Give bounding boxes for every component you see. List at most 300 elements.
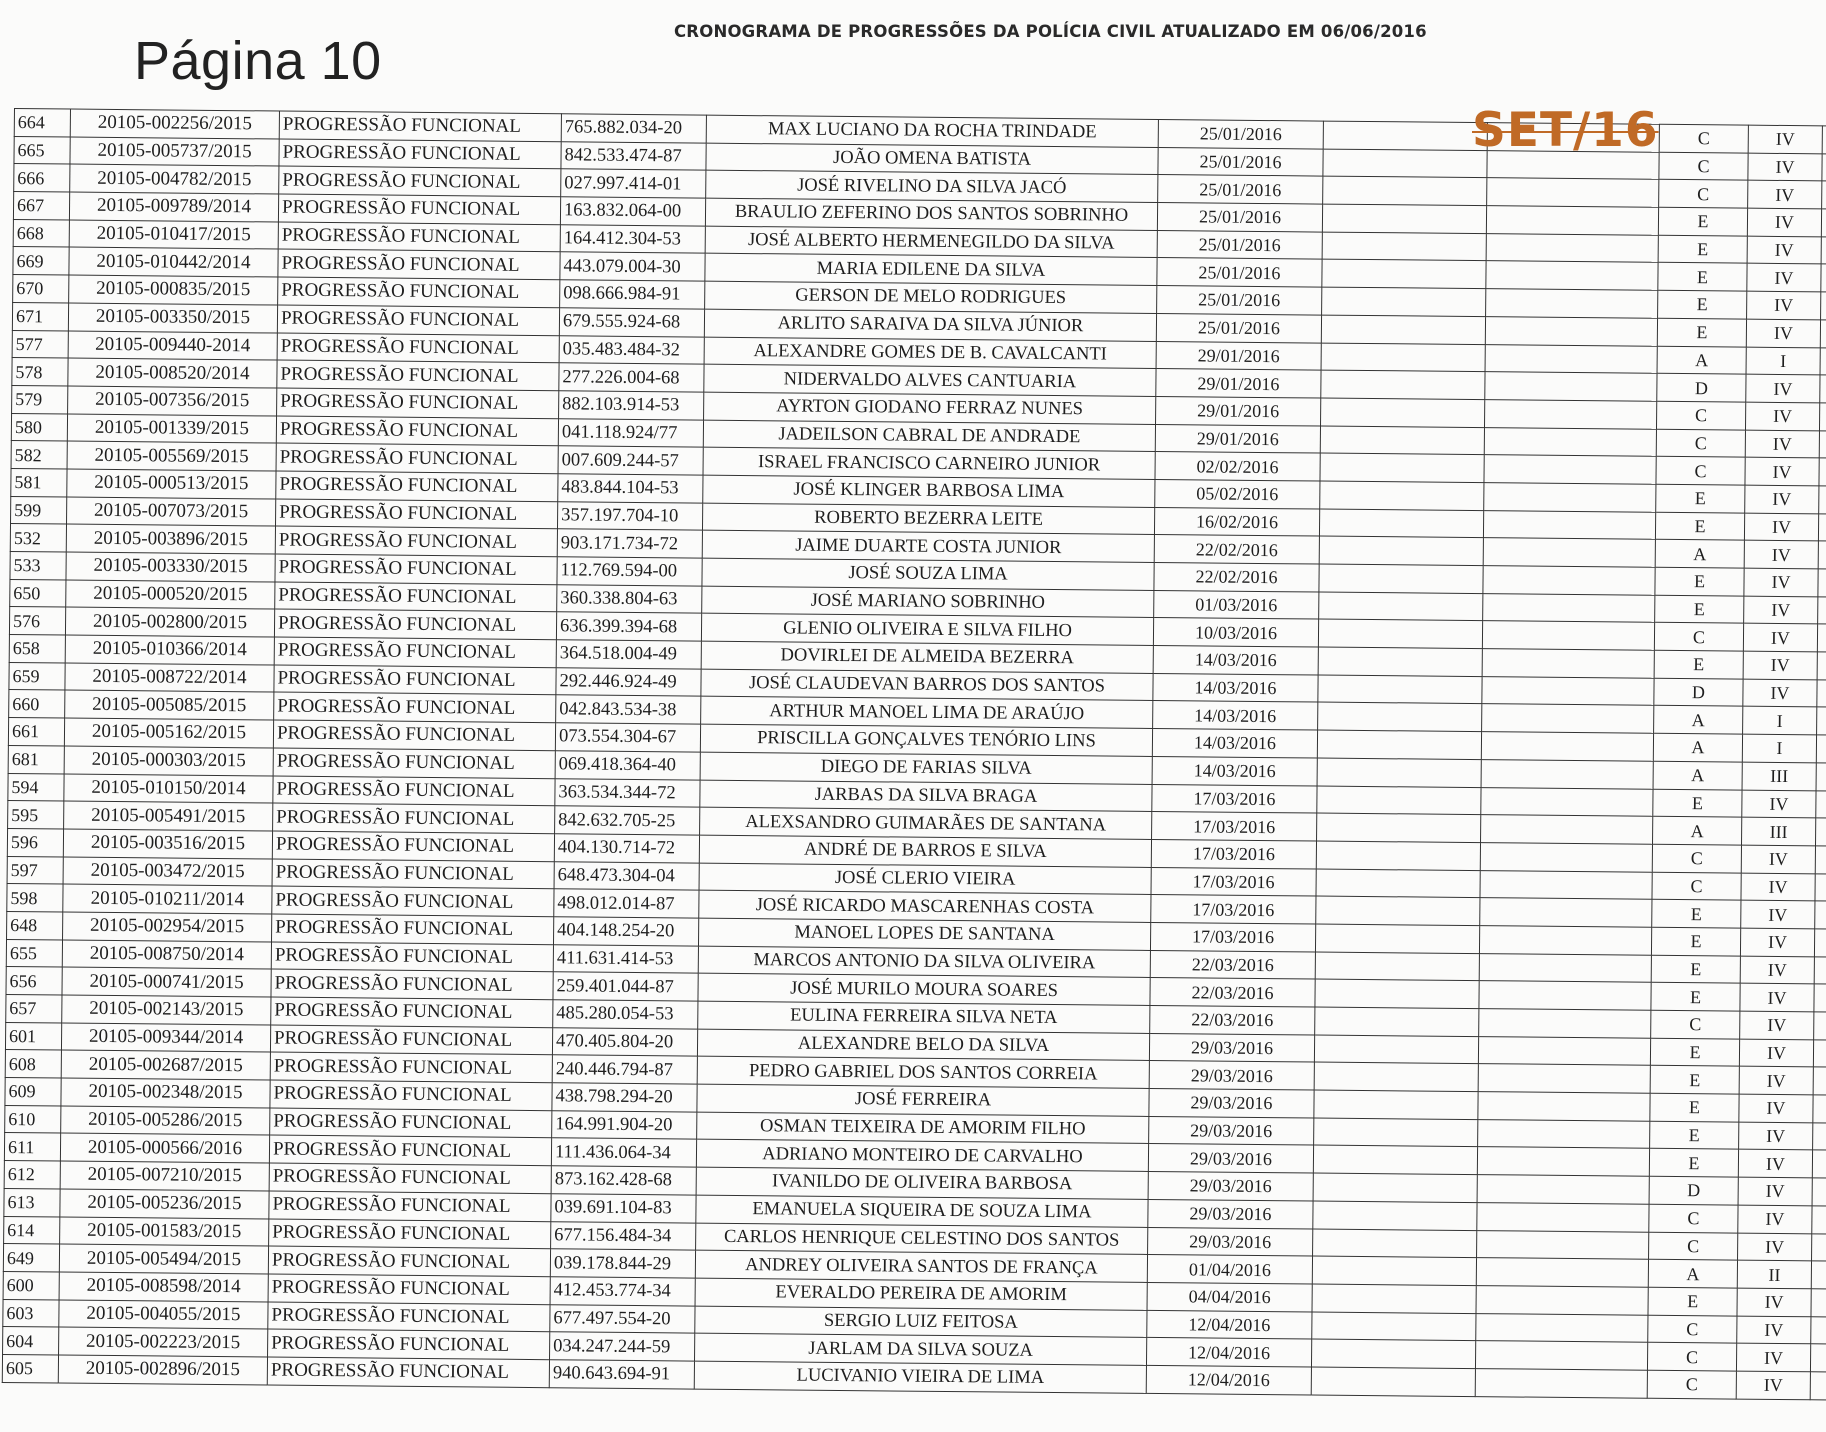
cpf-number: 842.632.705-25 (555, 806, 700, 835)
process-number: 20105-008722/2014 (65, 663, 274, 693)
blank-cell (1818, 541, 1826, 569)
blank-cell (1319, 592, 1483, 621)
cpf-number: 873.162.428-68 (551, 1166, 696, 1195)
class-letter: C (1652, 872, 1741, 901)
blank-cell (1312, 1284, 1476, 1313)
process-number: 20105-002687/2015 (61, 1050, 270, 1080)
blank-cell (1482, 649, 1654, 678)
blank-cell (1319, 564, 1483, 593)
process-number: 20105-009344/2014 (61, 1023, 270, 1053)
progression-type: PROGRESSÃO FUNCIONAL (278, 249, 560, 279)
blank-cell (1817, 652, 1826, 680)
class-letter: C (1659, 180, 1748, 209)
cpf-number: 404.130.714-72 (554, 834, 699, 863)
progression-date: 14/03/2016 (1153, 646, 1318, 675)
process-number: 20105-008598/2014 (59, 1272, 268, 1302)
class-letter: E (1650, 1093, 1739, 1122)
process-number: 20105-002800/2015 (65, 607, 274, 637)
process-number: 20105-000835/2015 (69, 275, 278, 305)
row-number: 671 (12, 302, 68, 330)
blank-cell (1313, 1229, 1477, 1258)
progression-date: 17/03/2016 (1151, 895, 1316, 924)
progression-type: PROGRESSÃO FUNCIONAL (269, 1135, 551, 1165)
blank-cell (1322, 287, 1486, 316)
row-number: 601 (5, 1022, 61, 1050)
progression-date: 04/04/2016 (1147, 1282, 1312, 1311)
table-body (2, 109, 1826, 1400)
person-name: MANOEL LOPES DE SANTANA (698, 918, 1150, 950)
progression-date: 02/02/2016 (1155, 452, 1320, 481)
person-name: MARIA EDILENE DA SILVA (705, 254, 1157, 286)
blank-cell (1315, 979, 1479, 1008)
person-name: JOSÉ RIVELINO DA SILVA JACÓ (706, 171, 1158, 203)
person-name: LUCIVANIO VIEIRA DE LIMA (694, 1361, 1146, 1393)
level-roman: IV (1737, 1316, 1811, 1344)
process-number: 20105-002896/2015 (58, 1355, 267, 1385)
blank-cell (1319, 536, 1483, 565)
level-roman: IV (1738, 1233, 1812, 1261)
cpf-number: 903.171.734-72 (557, 529, 702, 558)
row-number: 577 (12, 330, 68, 358)
blank-cell (1815, 846, 1826, 874)
progression-type: PROGRESSÃO FUNCIONAL (276, 443, 558, 473)
progression-date: 29/01/2016 (1156, 396, 1321, 425)
blank-cell (1315, 952, 1479, 981)
blank-cell (1479, 926, 1651, 955)
blank-cell (1481, 787, 1653, 816)
cpf-number: 438.798.294-20 (552, 1083, 697, 1112)
person-name: EVERALDO PEREIRA DE AMORIM (695, 1278, 1147, 1310)
progression-date: 25/01/2016 (1158, 175, 1323, 204)
class-letter: D (1654, 678, 1743, 707)
process-number: 20105-005569/2015 (67, 441, 276, 471)
class-letter: A (1657, 346, 1746, 375)
person-name: JOSÉ SOUZA LIMA (702, 558, 1154, 590)
level-roman: IV (1738, 1150, 1812, 1178)
blank-cell (1483, 566, 1655, 595)
row-number: 659 (9, 662, 65, 690)
cpf-number: 069.418.364-40 (555, 751, 700, 780)
progression-type: PROGRESSÃO FUNCIONAL (271, 997, 553, 1027)
process-number: 20105-008750/2014 (62, 940, 271, 970)
blank-cell (1316, 841, 1480, 870)
progression-type: PROGRESSÃO FUNCIONAL (275, 526, 557, 556)
progression-date: 29/01/2016 (1156, 341, 1321, 370)
person-name: ARTHUR MANOEL LIMA DE ARAÚJO (701, 697, 1153, 729)
row-number: 579 (12, 385, 68, 413)
blank-cell (1814, 984, 1826, 1012)
blank-cell (1815, 901, 1826, 929)
blank-cell (1476, 1285, 1648, 1314)
class-letter: C (1651, 1010, 1740, 1039)
class-letter: C (1654, 623, 1743, 652)
class-letter: E (1651, 927, 1740, 956)
level-roman: IV (1739, 1066, 1813, 1094)
row-number: 655 (6, 939, 62, 967)
person-name: MARCOS ANTONIO DA SILVA OLIVEIRA (698, 946, 1150, 978)
level-roman: IV (1745, 402, 1819, 430)
process-number: 20105-000303/2015 (64, 746, 273, 776)
class-letter: A (1653, 761, 1742, 790)
progression-date: 29/01/2016 (1156, 369, 1321, 398)
progression-date: 29/01/2016 (1155, 424, 1320, 453)
class-letter: E (1655, 567, 1744, 596)
blank-cell (1482, 704, 1654, 733)
blank-cell (1317, 758, 1481, 787)
level-roman: III (1742, 817, 1816, 845)
blank-cell (1820, 320, 1826, 348)
cpf-number: 411.631.414-53 (553, 944, 698, 973)
process-number: 20105-009440-2014 (68, 331, 277, 361)
blank-cell (1480, 870, 1652, 899)
row-number: 612 (4, 1161, 60, 1189)
level-roman: IV (1744, 513, 1818, 541)
blank-cell (1813, 1095, 1826, 1123)
process-number: 20105-003516/2015 (63, 829, 272, 859)
cpf-number: 039.178.844-29 (550, 1249, 695, 1278)
blank-cell (1479, 981, 1651, 1010)
blank-cell (1317, 786, 1481, 815)
cpf-number: 163.832.064-00 (560, 197, 705, 226)
class-letter: C (1647, 1370, 1736, 1399)
level-roman: III (1742, 762, 1816, 790)
cpf-number: 292.446.924-49 (556, 667, 701, 696)
row-number: 669 (13, 247, 69, 275)
row-number: 597 (7, 856, 63, 884)
progression-type: PROGRESSÃO FUNCIONAL (272, 914, 554, 944)
blank-cell (1312, 1256, 1476, 1285)
blank-cell (1320, 426, 1484, 455)
blank-cell (1312, 1312, 1476, 1341)
class-letter: C (1659, 124, 1748, 153)
row-number: 604 (3, 1327, 59, 1355)
person-name: JARBAS DA SILVA BRAGA (700, 780, 1152, 812)
blank-cell (1486, 206, 1658, 235)
blank-cell (1476, 1258, 1648, 1287)
person-name: JAIME DUARTE COSTA JUNIOR (702, 530, 1154, 562)
blank-cell (1813, 1123, 1826, 1151)
process-number: 20105-002256/2015 (70, 109, 279, 139)
process-number: 20105-005286/2015 (61, 1106, 270, 1136)
blank-cell (1817, 680, 1826, 708)
progression-date: 17/03/2016 (1151, 839, 1316, 868)
process-number: 20105-002143/2015 (62, 995, 271, 1025)
row-number: 657 (6, 994, 62, 1022)
progression-date: 22/03/2016 (1150, 978, 1315, 1007)
row-number: 609 (5, 1078, 61, 1106)
progression-date: 25/01/2016 (1157, 258, 1322, 287)
blank-cell (1822, 181, 1826, 209)
blank-cell (1318, 647, 1482, 676)
progression-type: PROGRESSÃO FUNCIONAL (278, 194, 560, 224)
blank-cell (1818, 513, 1826, 541)
blank-cell (1814, 1012, 1826, 1040)
level-roman: IV (1748, 181, 1822, 209)
process-number: 20105-010211/2014 (63, 884, 272, 914)
class-letter: E (1650, 1066, 1739, 1095)
blank-cell (1815, 873, 1826, 901)
blank-cell (1816, 763, 1826, 791)
class-letter: A (1653, 733, 1742, 762)
blank-cell (1822, 126, 1826, 154)
class-letter: D (1649, 1176, 1738, 1205)
process-number: 20105-009789/2014 (69, 192, 278, 222)
progression-date: 17/03/2016 (1152, 784, 1317, 813)
cpf-number: 364.518.004-49 (556, 640, 701, 669)
level-roman: IV (1736, 1371, 1810, 1399)
blank-cell (1481, 759, 1653, 788)
progression-type: PROGRESSÃO FUNCIONAL (269, 1191, 551, 1221)
class-letter: A (1648, 1259, 1737, 1288)
progression-date: 12/04/2016 (1146, 1365, 1311, 1394)
class-letter: E (1653, 789, 1742, 818)
class-letter: C (1649, 1204, 1738, 1233)
row-number: 668 (13, 219, 69, 247)
cpf-number: 360.338.804-63 (557, 584, 702, 613)
progression-date: 22/03/2016 (1150, 1005, 1315, 1034)
progression-type: PROGRESSÃO FUNCIONAL (268, 1302, 550, 1332)
process-number: 20105-007356/2015 (68, 386, 277, 416)
person-name: BRAULIO ZEFERINO DOS SANTOS SOBRINHO (705, 198, 1157, 230)
progression-type: PROGRESSÃO FUNCIONAL (269, 1163, 551, 1193)
blank-cell (1814, 956, 1826, 984)
level-roman: IV (1739, 1039, 1813, 1067)
progression-type: PROGRESSÃO FUNCIONAL (270, 1025, 552, 1055)
blank-cell (1318, 702, 1482, 731)
progression-type: PROGRESSÃO FUNCIONAL (274, 609, 556, 639)
blank-cell (1321, 398, 1485, 427)
person-name: JADEILSON CABRAL DE ANDRADE (703, 420, 1155, 452)
blank-cell (1315, 1007, 1479, 1036)
cpf-number: 073.554.304-67 (555, 723, 700, 752)
level-roman: I (1746, 347, 1820, 375)
progression-date: 25/01/2016 (1158, 147, 1323, 176)
person-name: OSMAN TEIXEIRA DE AMORIM FILHO (697, 1112, 1149, 1144)
cpf-number: 940.643.694-91 (549, 1360, 694, 1389)
progression-date: 14/03/2016 (1152, 729, 1317, 758)
level-roman: IV (1748, 125, 1822, 153)
level-roman: IV (1739, 1122, 1813, 1150)
person-name: ANDREY OLIVEIRA SANTOS DE FRANÇA (695, 1250, 1147, 1282)
progression-date: 29/03/2016 (1149, 1033, 1314, 1062)
row-number: 613 (4, 1188, 60, 1216)
progression-date: 29/03/2016 (1149, 1116, 1314, 1145)
blank-cell (1810, 1344, 1826, 1372)
blank-cell (1818, 597, 1826, 625)
blank-cell (1812, 1233, 1826, 1261)
level-roman: IV (1743, 679, 1817, 707)
blank-cell (1821, 264, 1826, 292)
row-number: 666 (14, 164, 70, 192)
cpf-number: 470.405.804-20 (552, 1027, 697, 1056)
class-letter: E (1651, 983, 1740, 1012)
class-letter: C (1656, 401, 1745, 430)
class-letter: A (1653, 816, 1742, 845)
cpf-number: 483.844.104-53 (558, 474, 703, 503)
row-number: 581 (11, 468, 67, 496)
row-number: 603 (3, 1299, 59, 1327)
class-letter: E (1658, 207, 1747, 236)
blank-cell (1481, 815, 1653, 844)
progression-date: 16/02/2016 (1154, 507, 1319, 536)
row-number: 599 (11, 496, 67, 524)
blank-cell (1821, 209, 1826, 237)
progression-type: PROGRESSÃO FUNCIONAL (274, 637, 556, 667)
class-letter: E (1651, 955, 1740, 984)
blank-cell (1819, 458, 1826, 486)
progression-type: PROGRESSÃO FUNCIONAL (270, 1108, 552, 1138)
process-number: 20105-001339/2015 (67, 414, 276, 444)
row-number: 665 (14, 136, 70, 164)
progression-type: PROGRESSÃO FUNCIONAL (272, 859, 554, 889)
progression-date: 25/01/2016 (1156, 313, 1321, 342)
blank-cell (1318, 675, 1482, 704)
progression-type: PROGRESSÃO FUNCIONAL (268, 1329, 550, 1359)
blank-cell (1477, 1230, 1649, 1259)
process-number: 20105-003330/2015 (66, 552, 275, 582)
level-roman: IV (1736, 1343, 1810, 1371)
process-number: 20105-007210/2015 (60, 1161, 269, 1191)
blank-cell (1475, 1369, 1647, 1398)
person-name: ALEXANDRE BELO DA SILVA (697, 1029, 1149, 1061)
blank-cell (1821, 237, 1826, 265)
progression-type: PROGRESSÃO FUNCIONAL (270, 1052, 552, 1082)
cpf-number: 039.691.104-83 (551, 1194, 696, 1223)
level-roman: IV (1740, 956, 1814, 984)
level-roman: IV (1745, 485, 1819, 513)
progression-date: 29/03/2016 (1149, 1089, 1314, 1118)
person-name: JOSÉ CLAUDEVAN BARROS DOS SANTOS (701, 669, 1153, 701)
blank-cell (1314, 1035, 1478, 1064)
person-name: JOSÉ FERREIRA (697, 1084, 1149, 1116)
blank-cell (1323, 121, 1487, 150)
level-roman: IV (1744, 596, 1818, 624)
progression-date: 29/03/2016 (1149, 1061, 1314, 1090)
cpf-number: 677.497.554-20 (550, 1304, 695, 1333)
process-number: 20105-002223/2015 (59, 1327, 268, 1357)
progression-type: PROGRESSÃO FUNCIONAL (274, 665, 556, 695)
level-roman: IV (1743, 624, 1817, 652)
blank-cell (1477, 1202, 1649, 1231)
blank-cell (1812, 1178, 1826, 1206)
blank-cell (1322, 204, 1486, 233)
progression-date: 25/01/2016 (1157, 230, 1322, 259)
class-letter: C (1656, 457, 1745, 486)
row-number: 658 (9, 635, 65, 663)
cpf-number: 111.436.064-34 (551, 1138, 696, 1167)
blank-cell (1816, 818, 1826, 846)
person-name: ALEXANDRE GOMES DE B. CAVALCANTI (704, 337, 1156, 369)
progression-type: PROGRESSÃO FUNCIONAL (276, 416, 558, 446)
class-letter: C (1649, 1232, 1738, 1261)
progression-type: PROGRESSÃO FUNCIONAL (273, 776, 555, 806)
person-name: EMANUELA SIQUEIRA DE SOUZA LIMA (696, 1195, 1148, 1227)
progression-date: 29/03/2016 (1148, 1227, 1313, 1256)
class-letter: E (1648, 1287, 1737, 1316)
blank-cell (1311, 1367, 1475, 1396)
level-roman: IV (1737, 1288, 1811, 1316)
blank-cell (1478, 1036, 1650, 1065)
person-name: CARLOS HENRIQUE CELESTINO DOS SANTOS (696, 1223, 1148, 1255)
blank-cell (1817, 624, 1826, 652)
process-number: 20105-005085/2015 (65, 690, 274, 720)
row-number: 608 (5, 1050, 61, 1078)
level-roman: IV (1742, 790, 1816, 818)
row-number: 532 (10, 524, 66, 552)
cpf-number: 042.843.534-38 (556, 695, 701, 724)
cpf-number: 404.148.254-20 (553, 917, 698, 946)
blank-cell (1322, 260, 1486, 289)
person-name: ARLITO SARAIVA DA SILVA JÚNIOR (704, 309, 1156, 341)
process-number: 20105-010417/2015 (69, 220, 278, 250)
class-letter: D (1657, 373, 1746, 402)
progression-type: PROGRESSÃO FUNCIONAL (277, 388, 559, 418)
level-roman: IV (1738, 1177, 1812, 1205)
blank-cell (1822, 154, 1826, 182)
person-name: IVANILDO DE OLIVEIRA BARBOSA (696, 1167, 1148, 1199)
page-label: Página 10 (134, 31, 382, 91)
person-name: DOVIRLEI DE ALMEIDA BEZERRA (701, 641, 1153, 673)
class-letter: C (1659, 152, 1748, 181)
progression-date: 14/03/2016 (1153, 673, 1318, 702)
blank-cell (1321, 370, 1485, 399)
person-name: PEDRO GABRIEL DOS SANTOS CORREIA (697, 1056, 1149, 1088)
person-name: JOSÉ RICARDO MASCARENHAS COSTA (699, 890, 1151, 922)
class-letter: E (1655, 595, 1744, 624)
level-roman: IV (1738, 1205, 1812, 1233)
row-number: 600 (3, 1271, 59, 1299)
person-name: PRISCILLA GONÇALVES TENÓRIO LINS (700, 724, 1152, 756)
cpf-number: 882.103.914-53 (559, 391, 704, 420)
level-roman: II (1737, 1260, 1811, 1288)
level-roman: IV (1744, 540, 1818, 568)
process-number: 20105-000566/2016 (60, 1133, 269, 1163)
level-roman: IV (1740, 983, 1814, 1011)
progression-date: 17/03/2016 (1151, 867, 1316, 896)
blank-cell (1316, 869, 1480, 898)
row-number: 582 (11, 441, 67, 469)
process-number: 20105-004782/2015 (70, 164, 279, 194)
level-roman: I (1743, 707, 1817, 735)
row-number: 661 (8, 718, 64, 746)
progression-type: PROGRESSÃO FUNCIONAL (279, 166, 561, 196)
progression-date: 14/03/2016 (1153, 701, 1318, 730)
blank-cell (1483, 510, 1655, 539)
set16-stamp: SET/16 (1472, 103, 1659, 158)
class-letter: E (1658, 290, 1747, 319)
level-roman: IV (1741, 873, 1815, 901)
level-roman: IV (1748, 153, 1822, 181)
process-number: 20105-003350/2015 (68, 303, 277, 333)
person-name: JOSÉ MARIANO SOBRINHO (702, 586, 1154, 618)
blank-cell (1311, 1339, 1475, 1368)
progression-table (2, 108, 1826, 1400)
progression-type: PROGRESSÃO FUNCIONAL (275, 499, 557, 529)
blank-cell (1819, 403, 1826, 431)
person-name: ANDRÉ DE BARROS E SILVA (699, 835, 1151, 867)
blank-cell (1477, 1147, 1649, 1176)
level-roman: IV (1746, 319, 1820, 347)
cpf-number: 112.769.594-00 (557, 557, 702, 586)
cpf-number: 027.997.414-01 (561, 169, 706, 198)
blank-cell (1811, 1316, 1826, 1344)
blank-cell (1485, 316, 1657, 345)
blank-cell (1314, 1062, 1478, 1091)
cpf-number: 098.666.984-91 (560, 280, 705, 309)
blank-cell (1486, 261, 1658, 290)
progression-type: PROGRESSÃO FUNCIONAL (279, 139, 561, 169)
level-roman: IV (1746, 374, 1820, 402)
